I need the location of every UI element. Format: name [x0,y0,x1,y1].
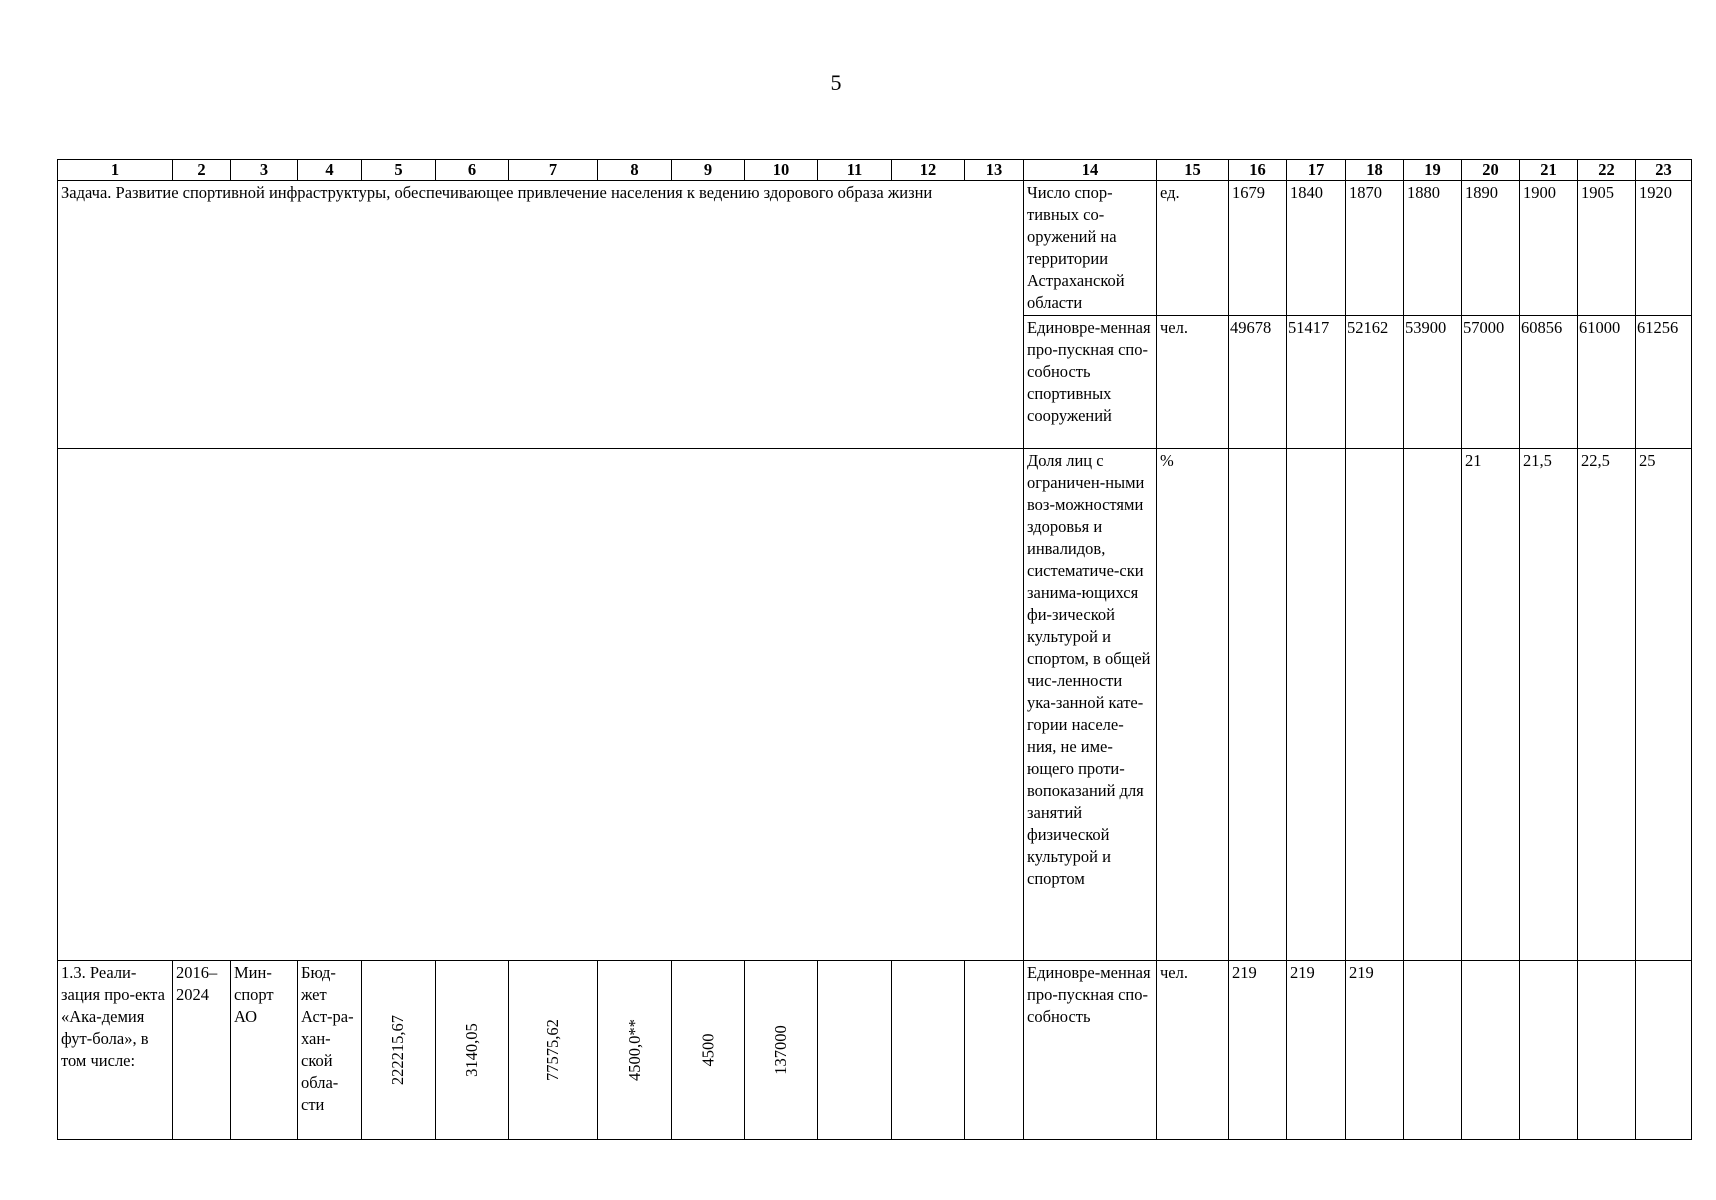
column-number: 16 [1229,160,1287,181]
amount-text: 77575,62 [543,1019,562,1081]
indicator-name: Доля лиц с ограничен-ными воз-можностями здоровья и инвалидов, систематиче-ски занима-ющихся фи-зической культурой и спортом, в общей чис-ленности ука-занной кате-гории населе-ния, не име-ющего проти-вопоказаний для занятий физической культурой и спортом [1024,449,1157,961]
column-number: 8 [598,160,672,181]
column-number: 23 [1636,160,1692,181]
measure-amount [745,961,818,1140]
column-number: 22 [1578,160,1636,181]
indicator-value [1404,961,1462,1140]
indicator-value: 1920 [1636,181,1692,316]
table-row [58,961,1692,1140]
column-number: 6 [436,160,509,181]
indicator-value: 61000 [1578,316,1636,449]
indicator-value: 53900 [1404,316,1462,449]
indicator-value: 1870 [1346,181,1404,316]
column-number-row [58,160,1692,181]
column-number: 2 [173,160,231,181]
measure-amount [965,961,1024,1140]
indicator-value: 22,5 [1578,449,1636,961]
task-title: Задача. Развитие спортивной инфраструктуры, обеспечивающее привлечение населения к ведению здорового образа жизни [58,181,1024,449]
indicator-unit: % [1157,449,1229,961]
column-number: 10 [745,160,818,181]
column-number: 1 [58,160,173,181]
indicator-value: 25 [1636,449,1692,961]
amount-text: 222215,67 [388,1014,408,1086]
column-number: 9 [672,160,745,181]
indicator-value: 1890 [1462,181,1520,316]
indicator-value: 52162 [1346,316,1404,449]
measure-amount [509,961,598,1140]
measure-source: Бюд-жет Аст-ра-хан-ской обла-сти [298,961,362,1140]
indicator-value [1229,449,1287,961]
indicator-value: 21,5 [1520,449,1578,961]
indicator-unit: ед. [1157,181,1229,316]
indicator-value: 57000 [1462,316,1520,449]
indicator-value: 1840 [1287,181,1346,316]
indicator-value: 21 [1462,449,1520,961]
column-number: 17 [1287,160,1346,181]
indicator-value: 1880 [1404,181,1462,316]
indicator-value: 219 [1229,961,1287,1140]
amount-text: 137000 [771,1025,790,1075]
indicator-value [1520,961,1578,1140]
indicator-value: 60856 [1520,316,1578,449]
column-number: 15 [1157,160,1229,181]
column-number: 7 [509,160,598,181]
column-number: 5 [362,160,436,181]
column-number: 12 [892,160,965,181]
indicator-value: 49678 [1229,316,1287,449]
table-row [58,449,1692,961]
indicator-value [1404,449,1462,961]
column-number: 18 [1346,160,1404,181]
measure-amount [672,961,745,1140]
table-row [58,181,1692,316]
measure-name: 1.3. Реали-зация про-екта «Ака-демия фут-бола», в том числе: [58,961,173,1140]
column-number: 20 [1462,160,1520,181]
indicator-unit: чел. [1157,961,1229,1140]
indicator-value [1287,449,1346,961]
indicator-value [1578,961,1636,1140]
indicator-name: Единовре-менная про-пускная спо-собность [1024,961,1157,1140]
indicator-value: 219 [1287,961,1346,1140]
page-number: 5 [830,70,842,95]
indicator-value [1462,961,1520,1140]
column-number: 14 [1024,160,1157,181]
measure-amount [362,961,436,1140]
indicator-value [1636,961,1692,1140]
measure-amount [818,961,892,1140]
indicator-unit: чел. [1157,316,1229,449]
indicator-value: 219 [1346,961,1404,1140]
column-number: 21 [1520,160,1578,181]
amount-text: 4500 [698,1033,717,1067]
measure-amount [892,961,965,1140]
column-number: 3 [231,160,298,181]
task-blank-cell [58,449,1024,961]
program-table [57,159,1692,1140]
indicator-name: Единовре-менная про-пускная спо-собность спортивных сооружений [1024,316,1157,449]
indicator-name: Число спор-тивных со-оружений на территории Астраханской области [1024,181,1157,316]
amount-text: 3140,05 [462,1023,481,1077]
column-number: 13 [965,160,1024,181]
indicator-value: 1905 [1578,181,1636,316]
column-number: 4 [298,160,362,181]
indicator-value: 51417 [1287,316,1346,449]
indicator-value: 61256 [1636,316,1692,449]
indicator-value: 1679 [1229,181,1287,316]
column-number: 19 [1404,160,1462,181]
indicator-value [1346,449,1404,961]
measure-amount [598,961,672,1140]
measure-executor: Мин-спорт АО [231,961,298,1140]
indicator-value: 1900 [1520,181,1578,316]
column-number: 11 [818,160,892,181]
amount-text: 4500,0** [624,1019,644,1081]
measure-period: 2016–2024 [173,961,231,1140]
measure-amount [436,961,509,1140]
